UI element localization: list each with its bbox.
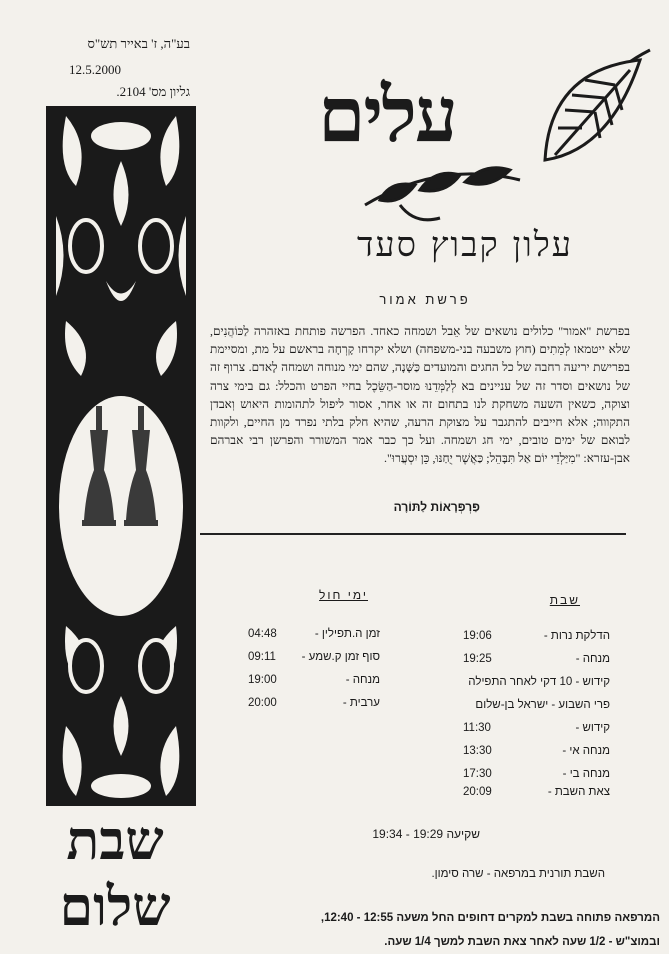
list-item — [210, 697, 380, 713]
shabbat-schedule-title: שבת — [549, 593, 580, 607]
schedule-time: 13:30 — [463, 745, 492, 757]
weekday-schedule — [210, 628, 380, 718]
clinic-hours-line-2: ובמוצ"ש - 1/2 שעה לאחר צאת השבת למשך 1/4 שעה. — [384, 936, 660, 948]
list-item — [400, 653, 610, 669]
schedule-time: 19:25 — [463, 653, 492, 665]
sunset-times — [300, 827, 480, 841]
clinic-hours-line-1: המרפאה פתוחה בשבת למקרים דחופים החל משעה 12:55 - 12:40, — [320, 912, 660, 924]
schedule-label: מנחה - — [345, 674, 380, 686]
schedule-time: 19:06 — [463, 630, 492, 642]
article-source: פַּרְפְּרָאוֹת לַתּוֹרָה — [393, 500, 480, 514]
schedule-time: 20:09 — [463, 786, 492, 798]
sunset-range: 19:29 - 19:34 — [372, 827, 444, 841]
list-item — [210, 628, 380, 644]
section-divider — [200, 533, 626, 535]
schedule-label: קידוש - 10 דקי לאחר התפילה — [468, 676, 610, 688]
schedule-label: פרי השבוע - ישראל בן-שלום — [475, 699, 610, 711]
schedule-label: הדלקת נרות - — [543, 630, 610, 642]
schedule-label: מנחה בי - — [562, 768, 610, 780]
list-item — [400, 768, 610, 784]
clinic-duty-note: השבת תורנית במרפאה - שרה סימון. — [431, 868, 605, 880]
schedule-time: 17:30 — [463, 768, 492, 780]
clinic-hours — [240, 906, 660, 954]
parasha-title: פרשת אמור — [379, 292, 471, 307]
list-item — [400, 699, 610, 715]
issue-number: גליון מס' 2104. — [116, 84, 190, 99]
hebrew-date: בע"ה, ז' באייר תש"ס — [87, 36, 190, 51]
list-item — [400, 630, 610, 646]
schedule-label: מנחה - — [575, 653, 610, 665]
schedule-label: צאת השבת - — [547, 786, 610, 798]
list-item — [400, 786, 610, 802]
decorative-border-strip — [46, 106, 196, 806]
newsletter-logo: עלים — [318, 70, 456, 159]
blessing-line-1: שבת — [66, 808, 164, 872]
schedule-label: זמן ה.תפילין - — [314, 628, 380, 640]
list-item — [210, 651, 380, 667]
schedule-time: 19:00 — [248, 674, 277, 686]
blessing-line-2: שלום — [59, 874, 171, 938]
shabbat-schedule — [400, 630, 610, 800]
list-item — [400, 722, 610, 738]
gregorian-date: 12.5.2000 — [69, 62, 121, 77]
article-text: בפרשת "אמור" כלולים נושאים של אֵבל ושמחה כאחד. הפרשה פותחת באזהרה לַכּוֹהֲנִים, שלא ייטמאו לְמֵתִים (חוץ משבעה בני-משפחה) ושלא יקרחו קָרְחָה בראשם על מת, ומסיימת בפרישת יריעה רחבה של כל החגים והמועדים כַּשָּׁנָה, שהם ימי מנוחה ושמחה לָאדם. צרוף זה של נושאים וסדר זה של עניינים בא לְלַמְּדֵנוּ מוסר-הַשֵּׂכֶל בחיי הפרט והכלל: גם בימי צרה וצוקה, כשאין השעה משחקת לנו בתחום זה או אחר, אסור ליפול לתהומות היאוש וְאבדן התקווה; אלא חייבים להתגבר על מצוקת הרעה, שהיא חלק בלתי נפרד מן החיים, ולקוות לבואם של ימים טובים, ימי חג ושמחה. ועל כך כבר אמר המשורר והפרשן רבי אברהם אבן-עזרא: "מִיַּלְדֵי יוֹם אַל תִּבָּהֵל; כַּאֲשֶׁר יֻחַנּוּ, כֵּן יִסְעֲרוּ". — [210, 324, 630, 466]
weekday-schedule-title: ימי חול — [319, 588, 368, 602]
schedule-label: קידוש - — [575, 722, 610, 734]
sunset-label: שקיעה — [446, 827, 480, 841]
list-item — [210, 674, 380, 690]
schedule-label: סוף זמן ק.שמע - — [301, 651, 380, 663]
schedule-time: 20:00 — [248, 697, 277, 709]
list-item — [400, 676, 610, 692]
schedule-time: 04:48 — [248, 628, 277, 640]
schedule-label: מנחה אי - — [562, 745, 610, 757]
schedule-time: 09:11 — [248, 651, 276, 663]
ornament-pattern-icon — [46, 106, 196, 806]
schedule-label: ערבית - — [342, 697, 380, 709]
schedule-time: 11:30 — [463, 722, 491, 734]
list-item — [400, 745, 610, 761]
newsletter-subtitle: עלון קבוץ סעד — [356, 225, 574, 265]
